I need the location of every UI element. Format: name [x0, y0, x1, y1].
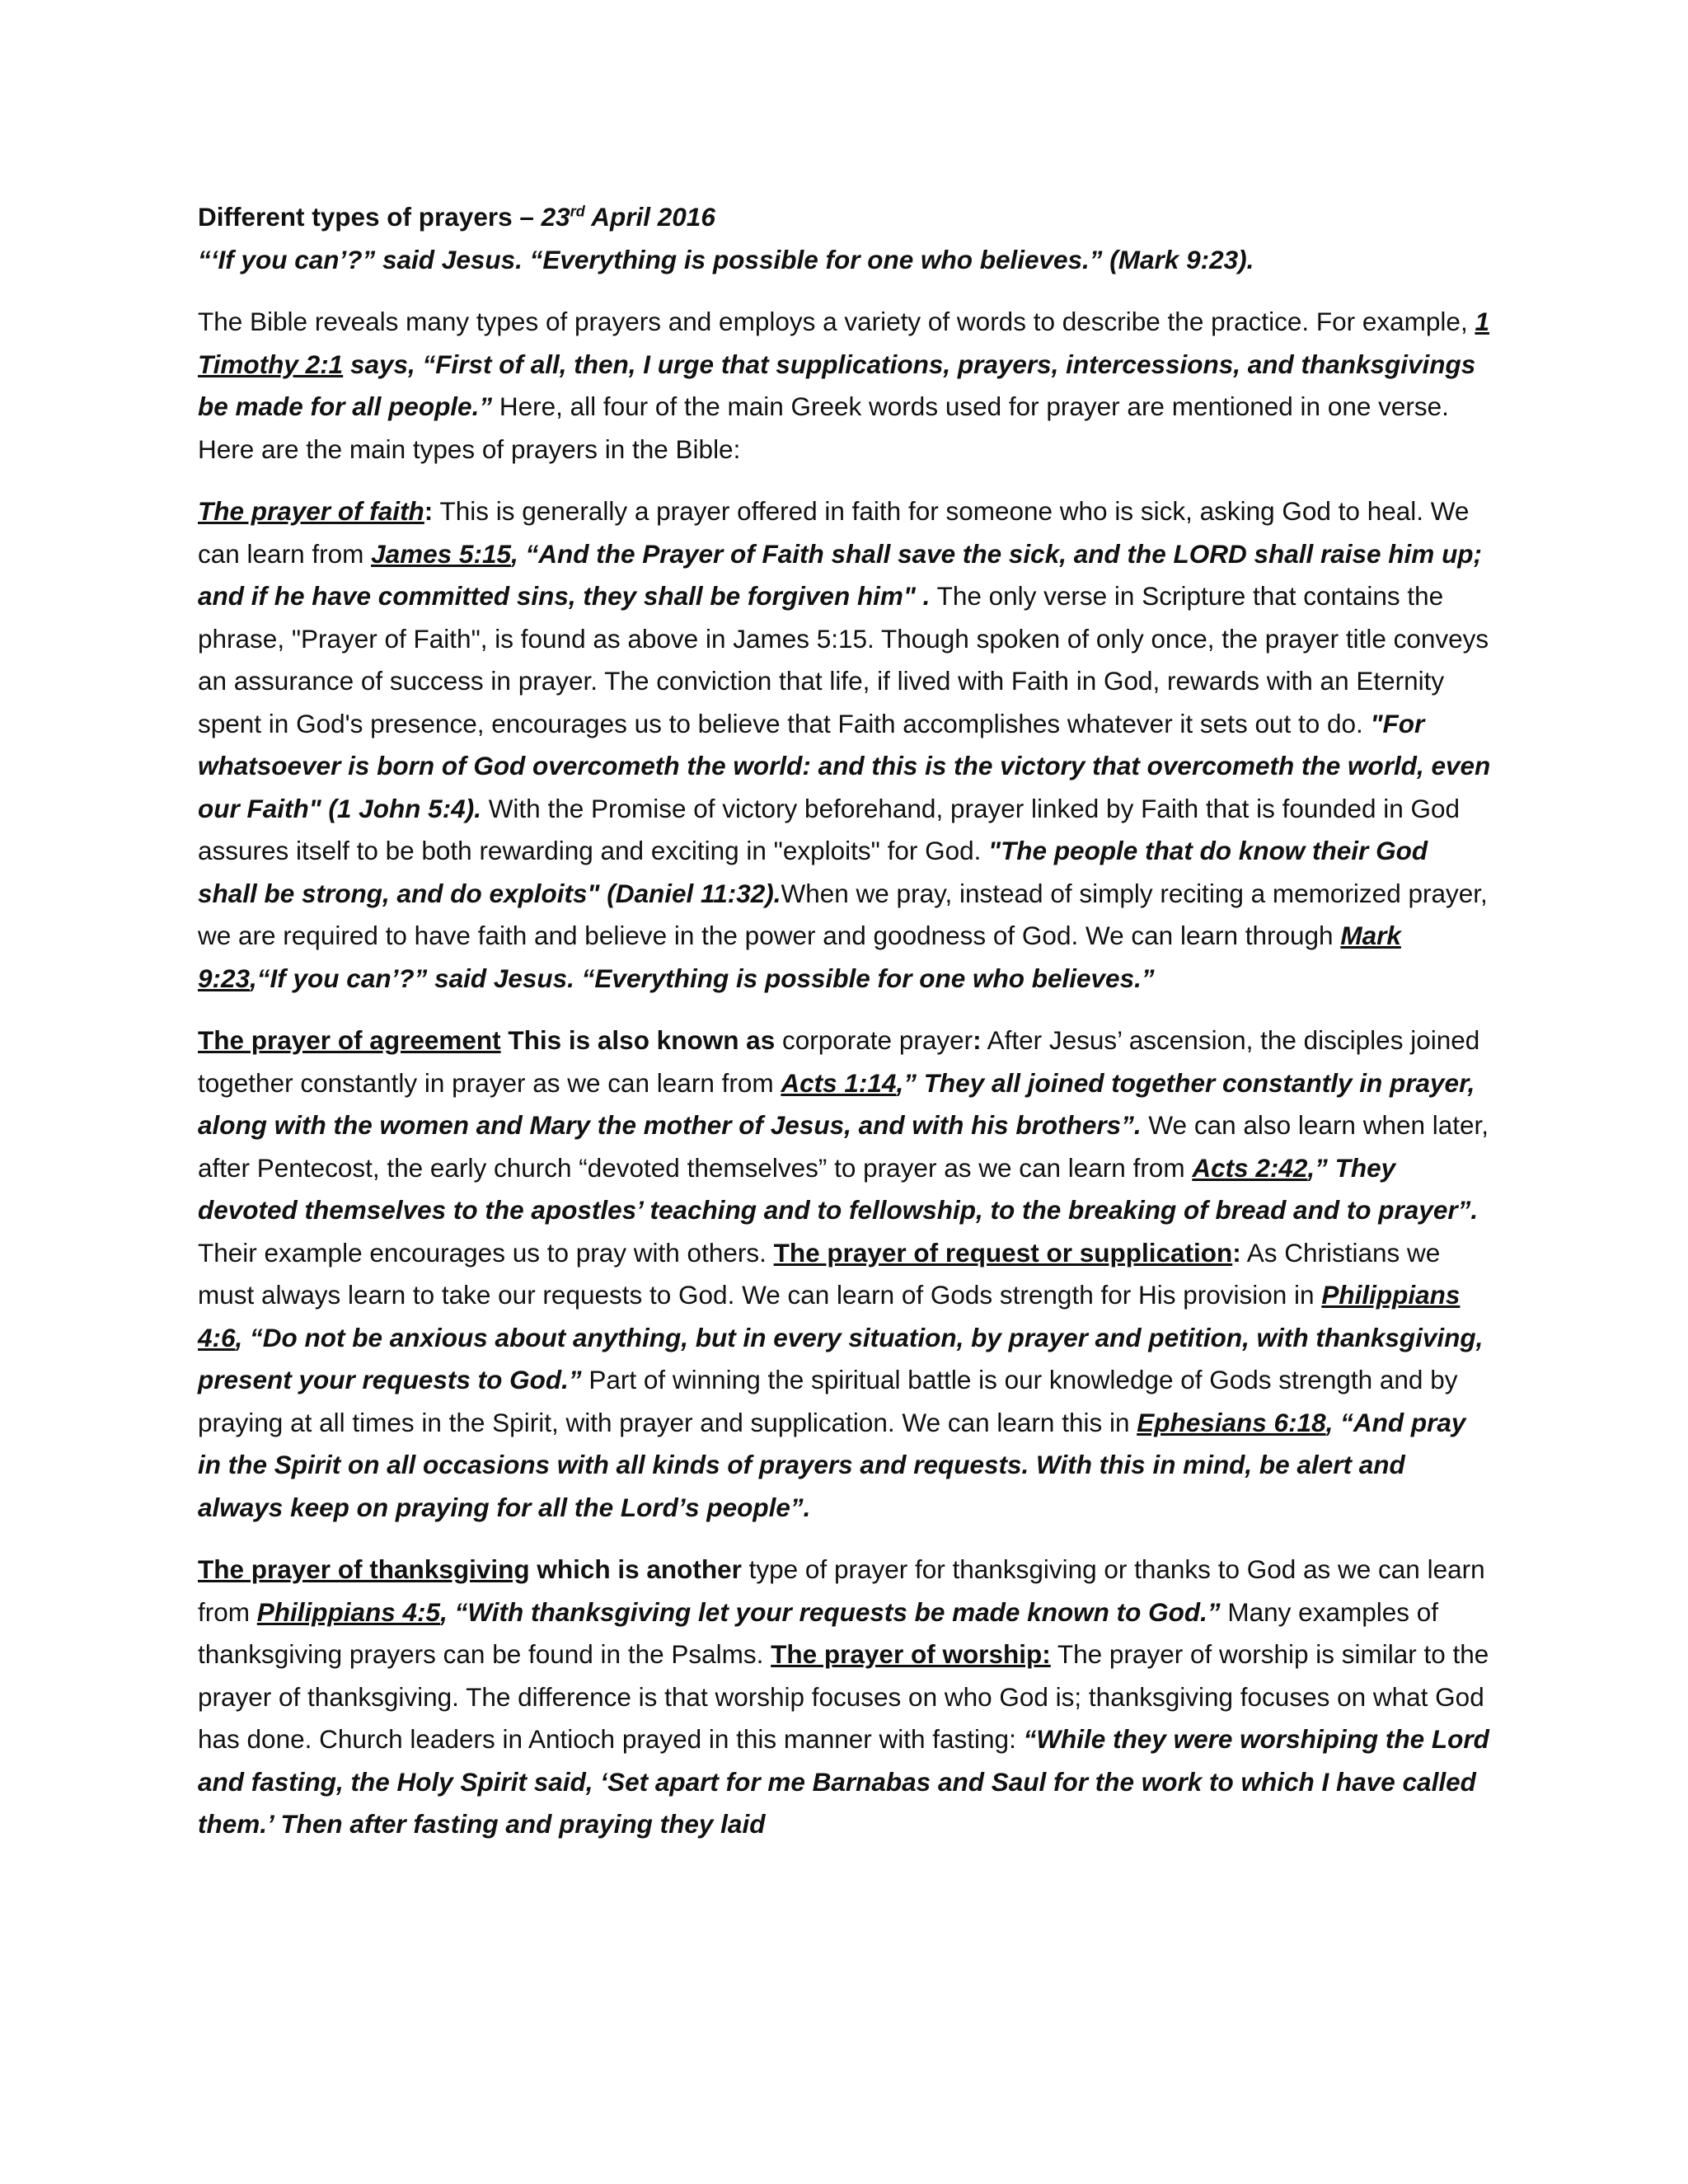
scripture-ref-philippians-6: Philippians 4:6: [198, 1280, 1461, 1352]
supplication-heading: The prayer of request or supplication: [773, 1237, 1233, 1268]
faith-text-1: This is generally a prayer offered in faith for someone who is sick, asking God to heal. We can learn from: [198, 496, 1470, 569]
faith-quote-3: "The people that do know their God shall be strong, and do exploits" (Daniel 11:32).: [198, 836, 1428, 908]
agreement-text-4: Their example encourages us to pray with others.: [198, 1237, 774, 1268]
intro-text-2: Here, all four of the main Greek words used for prayer are mentioned in one verse. Here are the main types of prayers in the Bible:: [198, 391, 1449, 464]
title-date-rest: April 2016: [584, 202, 715, 232]
agreement-quote-2: ,” They devoted themselves to the apostles’ teaching and to fellowship, to the breaking of bread and to prayer”.: [198, 1152, 1479, 1225]
agreement-colon: :: [973, 1025, 982, 1055]
agreement-heading: The prayer of agreement: [198, 1025, 501, 1055]
faith-quote-4: ,“If you can’?” said Jesus. “Everything is possible for one who believes.”: [250, 963, 1155, 993]
scripture-ref-ephesians: Ephesians 6:18: [1137, 1407, 1326, 1437]
faith-heading: The prayer of faith: [198, 496, 424, 526]
agreement-quote-1: ,” They all joined together constantly in prayer, along with the women and Mary the mother of Jesus, and with his brothers”.: [198, 1067, 1475, 1140]
supplication-colon: :: [1232, 1237, 1241, 1268]
agreement-text-6: Part of winning the spiritual battle is our knowledge of Gods strength and by praying at all times in the Spirit, with prayer and supplication. We can learn this in: [198, 1365, 1458, 1437]
title-text: Different types of prayers –: [198, 202, 542, 232]
thanksgiving-text-2: Many examples of thanksgiving prayers can be found in the Psalms.: [198, 1596, 1439, 1669]
intro-paragraph: [198, 301, 1492, 471]
scripture-ref-acts-1: Acts 1:14: [781, 1067, 897, 1098]
intro-quote: says, “First of all, then, I urge that supplications, prayers, intercessions, and thanksgivings be made for all people.”: [198, 349, 1476, 421]
title-date-suffix: rd: [570, 203, 585, 220]
scripture-ref-james: James 5:15: [371, 538, 511, 569]
agreement-quote-4: , “And pray in the Spirit on all occasions with all kinds of prayers and requests. With this in mind, be alert and always keep on praying for all the Lord’s people”.: [198, 1407, 1466, 1522]
title-date-day: 23: [541, 202, 570, 232]
agreement-lead: This is also known as: [500, 1025, 776, 1055]
thanksgiving-text-1: type of prayer for thanksgiving or thanks to God as we can learn from: [198, 1554, 1485, 1627]
faith-text-3: With the Promise of victory beforehand, prayer linked by Faith that is founded in God assures itself to be both rewarding and exciting in "exploits" for God.: [198, 793, 1461, 865]
document-body: [198, 196, 1492, 1866]
faith-colon: :: [424, 496, 434, 526]
intro-text-1: The Bible reveals many types of prayers and employs a variety of words to describe the practice. For example,: [198, 307, 1475, 336]
scripture-ref-mark: Mark 9:23: [198, 921, 1401, 993]
agreement-text-5: As Christians we must always learn to take our requests to God. We can learn of Gods strength for His provision in: [198, 1237, 1441, 1310]
faith-text-2: The only verse in Scripture that contains the phrase, "Prayer of Faith", is found as above in James 5:15. Though spoken of only once, the prayer title conveys an assurance of success in prayer. The conviction that life, if lived with Faith in God, rewards with an Eternity spent in God's presence, encourages us to believe that Faith accomplishes whatever it sets out to do.: [198, 581, 1489, 738]
faith-paragraph: [198, 490, 1492, 1000]
agreement-text-2: After Jesus’ ascension, the disciples joined together constantly in prayer as we can learn from: [198, 1025, 1480, 1098]
thanksgiving-paragraph: [198, 1549, 1492, 1846]
thanksgiving-quote-1: , “With thanksgiving let your requests be made known to God.”: [440, 1596, 1221, 1627]
thanksgiving-lead: which is another: [529, 1554, 742, 1584]
faith-quote-2: "For whatsoever is born of God overcometh the world: and this is the victory that overcometh the world, even our Faith" (1 John 5:4).: [198, 708, 1491, 823]
worship-heading: The prayer of worship:: [771, 1639, 1051, 1669]
document-subtitle: “‘If you can’?” said Jesus. “Everything is possible for one who believes.” (Mark 9:23).: [198, 244, 1254, 274]
thanksgiving-heading: The prayer of thanksgiving: [198, 1554, 530, 1584]
agreement-text-1: corporate prayer: [775, 1025, 973, 1055]
document-title: [198, 196, 1492, 239]
scripture-ref-1-timothy: 1 Timothy 2:1: [198, 307, 1489, 379]
scripture-ref-acts-2: Acts 2:42: [1192, 1152, 1308, 1183]
agreement-quote-3: , “Do not be anxious about anything, but in every situation, by prayer and petition, with thanksgiving, present your requests to God.”: [198, 1322, 1484, 1394]
thanksgiving-quote-2: “While they were worshiping the Lord and fasting, the Holy Spirit said, ‘Set apart for me Barnabas and Saul for the work to which I have called them.’ Then after fasting and praying they laid: [198, 1724, 1489, 1839]
faith-quote-1: , “And the Prayer of Faith shall save the sick, and the LORD shall raise him up; and if he have committed sins, they shall be forgiven him" .: [198, 538, 1483, 611]
faith-text-4: When we pray, instead of simply reciting a memorized prayer, we are required to have faith and believe in the power and goodness of God. We can learn through: [198, 878, 1488, 950]
agreement-paragraph: [198, 1019, 1492, 1529]
thanksgiving-text-3: The prayer of worship is similar to the prayer of thanksgiving. The difference is that worship focuses on who God is; thanksgiving focuses on what God has done. Church leaders in Antioch prayed in this manner with fasting:: [198, 1639, 1489, 1754]
scripture-ref-philippians-5: Philippians 4:5: [256, 1596, 441, 1627]
agreement-text-3: We can also learn when later, after Pentecost, the early church “devoted themselves” to prayer as we can learn from: [198, 1110, 1489, 1183]
